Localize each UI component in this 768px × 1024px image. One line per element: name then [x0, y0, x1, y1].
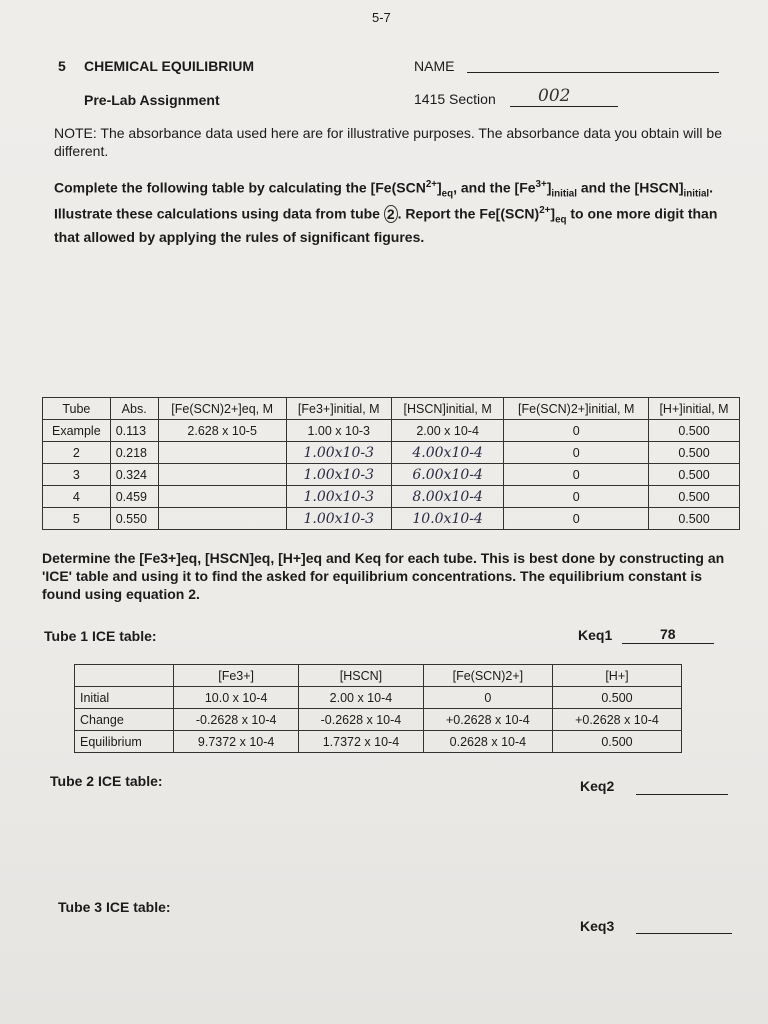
cell-input[interactable]: [158, 442, 286, 464]
cell: 2: [43, 442, 111, 464]
cell-handwritten[interactable]: 1.00x10-3: [286, 442, 391, 464]
row-label: Equilibrium: [75, 731, 174, 753]
cell: 9.7372 x 10-4: [174, 731, 299, 753]
instr-sub: eq: [441, 188, 454, 200]
instr-part: ]: [546, 179, 552, 196]
tube3-label: Tube 3 ICE table:: [58, 899, 171, 915]
col-header: [H+]: [552, 665, 681, 687]
table-row: [75, 709, 682, 731]
instr-sub: initial: [683, 188, 710, 200]
cell: 0.500: [649, 464, 740, 486]
cell: +0.2628 x 10-4: [423, 709, 552, 731]
cell: 2.00 x 10-4: [299, 687, 424, 709]
cell-handwritten[interactable]: 1.00x10-3: [286, 486, 391, 508]
keq3-label: Keq3: [580, 918, 615, 934]
chapter-number: 5: [58, 58, 66, 74]
instr-part: to one more digit than that allowed by applying the rules of significant figures.: [54, 206, 718, 245]
row-label: Change: [75, 709, 174, 731]
instr-part: , and the [Fe: [453, 179, 536, 196]
cell: 0.113: [110, 420, 158, 442]
col-header: [HSCN]: [299, 665, 424, 687]
cell-handwritten[interactable]: 8.00x10-4: [391, 486, 504, 508]
prelab-heading: Pre-Lab Assignment: [84, 92, 220, 108]
keq2-field[interactable]: [636, 794, 728, 795]
col-header: [75, 665, 174, 687]
col-header: [H+]initial, M: [649, 398, 740, 420]
cell: 0.218: [110, 442, 158, 464]
table-row: [43, 464, 740, 486]
section-value: 002: [538, 86, 571, 106]
section-label: 1415 Section: [414, 91, 496, 107]
instr-sup: 2+: [539, 205, 551, 217]
cell: +0.2628 x 10-4: [552, 709, 681, 731]
col-header: [Fe3+]initial, M: [286, 398, 391, 420]
instr-sub: initial: [551, 188, 577, 200]
chapter-title-text: CHEMICAL EQUILIBRIUM: [84, 58, 255, 74]
note-text: NOTE: The absorbance data used here are for illustrative purposes. The absorbance data you obtain will be different.: [54, 125, 722, 159]
cell: 0.500: [552, 731, 681, 753]
cell-handwritten[interactable]: 6.00x10-4: [391, 464, 504, 486]
cell-handwritten[interactable]: 4.00x10-4: [391, 442, 504, 464]
instr-sup: 2+: [425, 179, 437, 190]
instr-part: and the [HSCN]: [576, 179, 684, 196]
cell: 4: [43, 486, 111, 508]
cell: 0: [504, 486, 649, 508]
keq2-label: Keq2: [580, 778, 615, 794]
chapter-title: [58, 58, 254, 74]
col-header: [Fe(SCN)2+]initial, M: [504, 398, 649, 420]
instr-part: ]: [436, 179, 442, 196]
keq1-label: Keq1: [578, 627, 613, 643]
cell: 2.00 x 10-4: [391, 420, 504, 442]
cell: -0.2628 x 10-4: [174, 709, 299, 731]
table-header-row: [43, 398, 740, 420]
table-row: [43, 486, 740, 508]
keq3-field[interactable]: [636, 933, 732, 934]
cell: 0: [504, 420, 649, 442]
table-row: [75, 687, 682, 709]
cell: 0.459: [110, 486, 158, 508]
cell: 0.324: [110, 464, 158, 486]
cell: 0.500: [552, 687, 681, 709]
cell: 0.500: [649, 442, 740, 464]
instr-sub: eq: [555, 214, 567, 226]
keq1-value: 78: [660, 626, 676, 642]
table-row: [43, 508, 740, 530]
cell: 0: [423, 687, 552, 709]
instr-part: . Report the Fe[(SCN): [397, 206, 540, 223]
section-field[interactable]: [510, 106, 618, 107]
tube2-label: Tube 2 ICE table:: [50, 773, 163, 789]
cell: 0.2628 x 10-4: [423, 731, 552, 753]
cell: 0: [504, 508, 649, 530]
col-header: [HSCN]initial, M: [391, 398, 504, 420]
col-header: Abs.: [110, 398, 158, 420]
cell-input[interactable]: [158, 464, 286, 486]
tube1-ice-table: [74, 664, 682, 753]
cell-input[interactable]: [158, 508, 286, 530]
cell: 0.550: [110, 508, 158, 530]
cell: 1.7372 x 10-4: [299, 731, 424, 753]
cell-input[interactable]: [158, 486, 286, 508]
instr-part: ]: [550, 206, 556, 223]
cell: 0.500: [649, 420, 740, 442]
cell: 3: [43, 464, 111, 486]
cell-handwritten[interactable]: 1.00x10-3: [286, 508, 391, 530]
row-label: Initial: [75, 687, 174, 709]
instr-part: . Illustrate these calculations using data from tube: [54, 179, 714, 223]
col-header: [Fe(SCN)2+]: [423, 665, 552, 687]
name-field[interactable]: [467, 72, 719, 73]
col-header: [Fe(SCN)2+]eq, M: [158, 398, 286, 420]
cell: 0.500: [649, 486, 740, 508]
cell-handwritten[interactable]: 10.0x10-4: [391, 508, 504, 530]
cell: 0: [504, 464, 649, 486]
cell: Example: [43, 420, 111, 442]
table-header-row: [75, 665, 682, 687]
table-row: [43, 442, 740, 464]
table-row: [43, 420, 740, 442]
keq1-field[interactable]: [622, 643, 714, 644]
cell-handwritten[interactable]: 1.00x10-3: [286, 464, 391, 486]
cell: 1.00 x 10-3: [286, 420, 391, 442]
instr-tube-number: 2: [384, 205, 398, 223]
instr-part: Complete the following table by calculating the [Fe(SCN: [54, 179, 426, 196]
determine-instructions: Determine the [Fe3+]eq, [HSCN]eq, [H+]eq and Keq for each tube. This is best done by constructing an 'ICE' table and using it to find the asked for equilibrium concentrations. The equilibrium constant is found using equation 2.: [42, 550, 725, 602]
table-row: [75, 731, 682, 753]
name-label: NAME: [414, 58, 455, 74]
cell: 0: [504, 442, 649, 464]
tube1-label: Tube 1 ICE table:: [44, 628, 157, 644]
page-number: 5-7: [372, 10, 391, 25]
col-header: [Fe3+]: [174, 665, 299, 687]
cell: -0.2628 x 10-4: [299, 709, 424, 731]
instructions: [54, 176, 734, 246]
cell: 10.0 x 10-4: [174, 687, 299, 709]
absorbance-data-table: [42, 397, 740, 530]
cell: 2.628 x 10-5: [158, 420, 286, 442]
col-header: Tube: [43, 398, 111, 420]
instr-sup: 3+: [535, 179, 547, 190]
cell: 0.500: [649, 508, 740, 530]
cell: 5: [43, 508, 111, 530]
